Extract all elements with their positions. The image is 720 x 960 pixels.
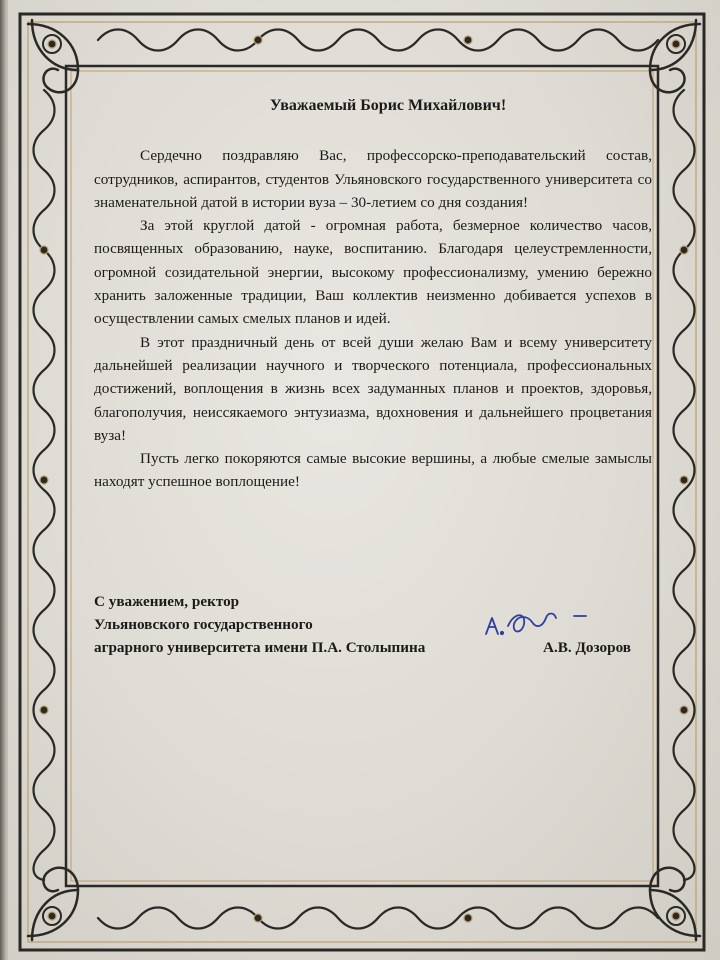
signature-line-1: С уважением, ректор [94,593,240,610]
signature-line-2: Ульяновского государственного [94,616,313,633]
letter-body [94,94,652,494]
letter-paragraph-3: В этот праздничный день от всей души желаю Вам и всему университету дальнейшей реализации научного и творческого потенциала, профессиональных достижений, воплощения в жизнь всех задуманных планов и проектов, здоровья, благополучия, неиссякаемого энтузиазма, вдохновения и дальнейшего процветания вуза! [94,333,652,444]
signatory-name: А.В. Дозоров [543,639,632,656]
letter-greeting: Уважаемый Борис Михайлович! [269,97,507,114]
handwritten-signature [482,596,592,642]
signature-line-3: аграрного университета имени П.А. Столыпина [94,639,426,656]
letter-paragraph-4: Пусть легко покоряются самые высокие вершины, а любые смелые замыслы находят успешное воплощение! [94,450,652,491]
letter-sheet [8,0,720,960]
letter-paragraph-1: Сердечно поздравляю Вас, профессорско-преподавательский состав, сотрудников, аспирантов, студентов Ульяновского государственного университета со знаменательной датой в истории вуза – 30-летием со дня создания! [94,147,652,211]
letter-paragraph-2: За этой круглой датой - огромная работа, безмерное количество часов, посвященных образованию, науке, воспитанию. Благодаря целеустремленности, огромной созидательной энергии, высокому профессионализму, умению бережно хранить заложенные традиции, Ваш коллектив неизменно добивается успехов в осуществлении самых смелых планов и идей. [94,217,652,328]
